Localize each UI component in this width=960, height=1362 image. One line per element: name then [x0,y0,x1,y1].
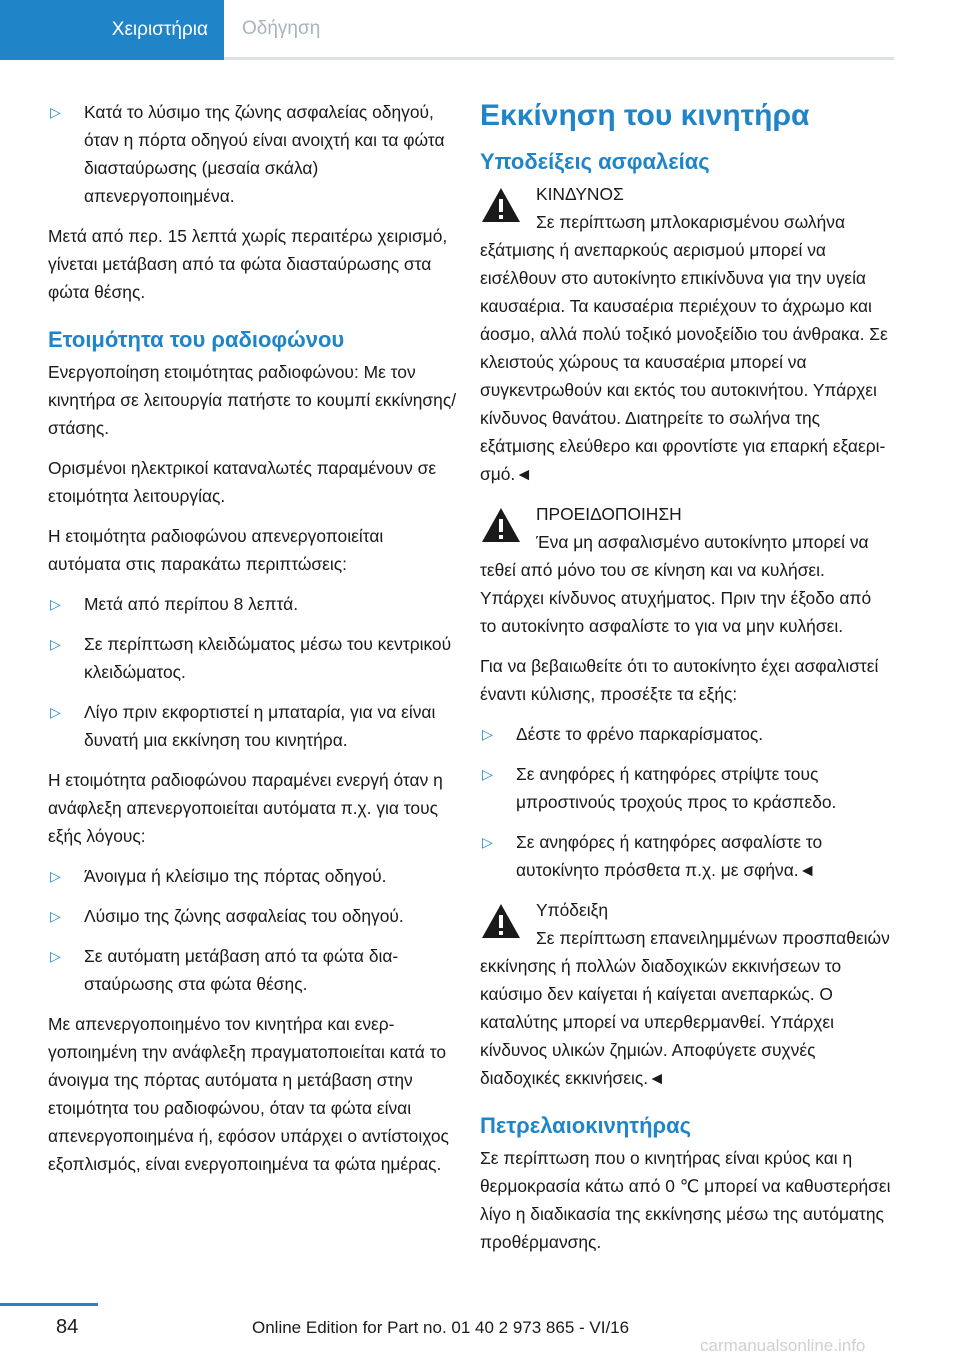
warning-box-caution [480,500,892,640]
triangle-right-icon: ▷ [50,868,61,884]
tab-driving[interactable]: Οδήγηση [224,0,894,60]
list-item: ▷ Λίγο πριν εκφορτιστεί η μπαταρία, για να είναι δυνατή μια εκκίνηση του κινητήρα. [48,698,460,754]
footer-accent-line [0,1303,98,1306]
right-column [480,98,892,1268]
paragraph: Ενεργοποίηση ετοιμότητας ραδιοφώνου: Με τον κινητήρα σε λειτουργία πατήστε το κουμπί εκκίνησης/στάσης. [48,362,457,438]
warning-box-danger [480,180,892,488]
paragraph: Σε περίπτωση που ο κινητήρας είναι κρύος και η θερμοκρασία κάτω από 0 ℃ μπορεί να καθυστερήσει λίγο η διαδικασία της εκκίνησης μέσω της αυτόματης προθέρμανσης. [480,1148,891,1252]
triangle-right-icon: ▷ [50,596,61,612]
list-item: ▷ Σε ανηφόρες ή κατηφόρες ασφαλίστε το αυτοκίνητο πρόσθετα π.χ. με σφήνα.◄ [480,828,892,884]
paragraph: Μετά από περ. 15 λεπτά χωρίς περαιτέρω χειρισμό, γίνεται μετάβαση από τα φώτα διασταύρωσης στα φώτα θέσης. [48,226,448,302]
section-heading-safety: Υποδείξεις ασφαλείας [480,149,710,174]
triangle-right-icon: ▷ [482,726,493,742]
triangle-right-icon: ▷ [50,704,61,720]
paragraph: Η ετοιμότητα ραδιοφώνου απενεργοποιείται αυτόματα στις παρακάτω περιπτώσεις: [48,526,384,574]
top-navigation [0,0,960,60]
list-item: ▷ Κατά το λύσιμο της ζώνης ασφαλείας οδηγού, όταν η πόρτα οδηγού είναι ανοιχτή και τα φώτα διασταύρωσης (μεσαία σκάλα) απενεργοποιημένα. [48,98,460,210]
list-item: ▷ Σε περίπτωση κλειδώματος μέσω του κεντρικού κλειδώματος. [48,630,460,686]
triangle-right-icon: ▷ [482,766,493,782]
list-item: ▷ Δέστε το φρένο παρκαρίσματος. [480,720,892,748]
triangle-right-icon: ▷ [50,104,61,120]
warning-box-note [480,896,892,1092]
list-item: ▷ Λύσιμο της ζώνης ασφαλείας του οδηγού. [48,902,460,930]
warning-title: ΠΡΟΕΙΔΟΠΟΙΗΣΗ [536,504,682,524]
tab-controls[interactable]: Χειριστήρια [0,0,224,60]
section-heading-radio: Ετοιμότητα του ραδιοφώνου [48,327,345,352]
warning-title: ΚΙΝΔΥΝΟΣ [536,184,624,204]
paragraph: Η ετοιμότητα ραδιοφώνου παραμένει ενεργή όταν η ανάφλεξη απενεργοποιείται αυτόματα π.χ. για τους εξής λόγους: [48,770,443,846]
page-title: Εκκίνηση του κινητήρα [480,99,810,132]
edition-text: Online Edition for Part no. 01 40 2 973 865 - VI/16 [252,1318,630,1337]
paragraph: Με απενεργοποιημένο τον κινητήρα και ενεργοποιημένη την ανάφλεξη πραγματοποιείται κατά το άνοιγμα της πόρτας αυτόματα η μετάβαση στην ετοιμότητα του ραδιοφώνου, όταν τα φώτα είναι απενεργοποιημένα ή, εφόσον υπάρχει ο αντίστοιχος εξοπλισμός, είναι ενεργοποιημένα τα φώτα ημέρας. [48,1014,449,1174]
left-column [48,98,460,1190]
warning-text: Σε περίπτωση μπλοκαρισμένου σωλήνα εξάτμισης ή ανεπαρκούς αερισμού μπορεί να εισέλθουν στο αυτοκίνητο επικίνδυνα για την υγεία καυσαέρια. Τα καυσαέρια περιέχουν το άχρωμο και άοσμο, αλλά πολύ τοξικό μονοξείδιο του άνθρακα. Σε κλειστούς χώρους τα καυσαέρια μπορεί να συγκεντρωθούν και εκτός του αυτοκινήτου. Υπάρχει κίνδυνος θανάτου. Διατηρείτε το σωλήνα της εξάτμισης ελεύθερο και φροντίστε για επαρκή εξαερισμό.◄ [480,212,888,484]
watermark: carmanualsonline.info [700,1336,866,1355]
warning-title: Υπόδειξη [536,900,609,920]
triangle-right-icon: ▷ [482,834,493,850]
warning-text: Σε περίπτωση επανειλημμένων προσπαθειών εκκίνησης ή πολλών διαδοχικών εκκινήσεων το καύσιμο δεν καίγεται ή καίγεται ανεπαρκώς. Ο καταλύτης μπορεί να υπερθερμανθεί. Υπάρχει κίνδυνος υλικών ζημιών. Αποφύγετε συχνές διαδοχικές εκκινήσεις.◄ [480,928,890,1088]
section-heading-diesel: Πετρελαιοκινητήρας [480,1113,692,1138]
warning-triangle-icon [480,902,522,940]
paragraph: Για να βεβαιωθείτε ότι το αυτοκίνητο έχει ασφαλιστεί έναντι κύλισης, προσέξτε τα εξής: [480,656,879,704]
page-number: 84 [56,1316,79,1338]
triangle-right-icon: ▷ [50,908,61,924]
list-item: ▷ Μετά από περίπου 8 λεπτά. [48,590,460,618]
triangle-right-icon: ▷ [50,636,61,652]
paragraph: Ορισμένοι ηλεκτρικοί καταναλωτές παραμένουν σε ετοιμότητα λειτουργίας. [48,458,437,506]
warning-text: Ένα μη ασφαλισμένο αυτοκίνητο μπορεί να τεθεί από μόνο του σε κίνηση και να κυλήσει. Υπάρχει κίνδυνος ατυχήματος. Πριν την έξοδο από το αυτοκίνητο ασφαλίστε το για να μην κυλήσει. [480,532,872,636]
warning-triangle-icon [480,506,522,544]
list-item: ▷ Σε αυτόματη μετάβαση από τα φώτα διασταύρωσης στα φώτα θέσης. [48,942,460,998]
warning-triangle-icon [480,186,522,224]
triangle-right-icon: ▷ [50,948,61,964]
list-item: ▷ Άνοιγμα ή κλείσιμο της πόρτας οδηγού. [48,862,460,890]
list-item: ▷ Σε ανηφόρες ή κατηφόρες στρίψτε τους μπροστινούς τροχούς προς το κράσπεδο. [480,760,892,816]
